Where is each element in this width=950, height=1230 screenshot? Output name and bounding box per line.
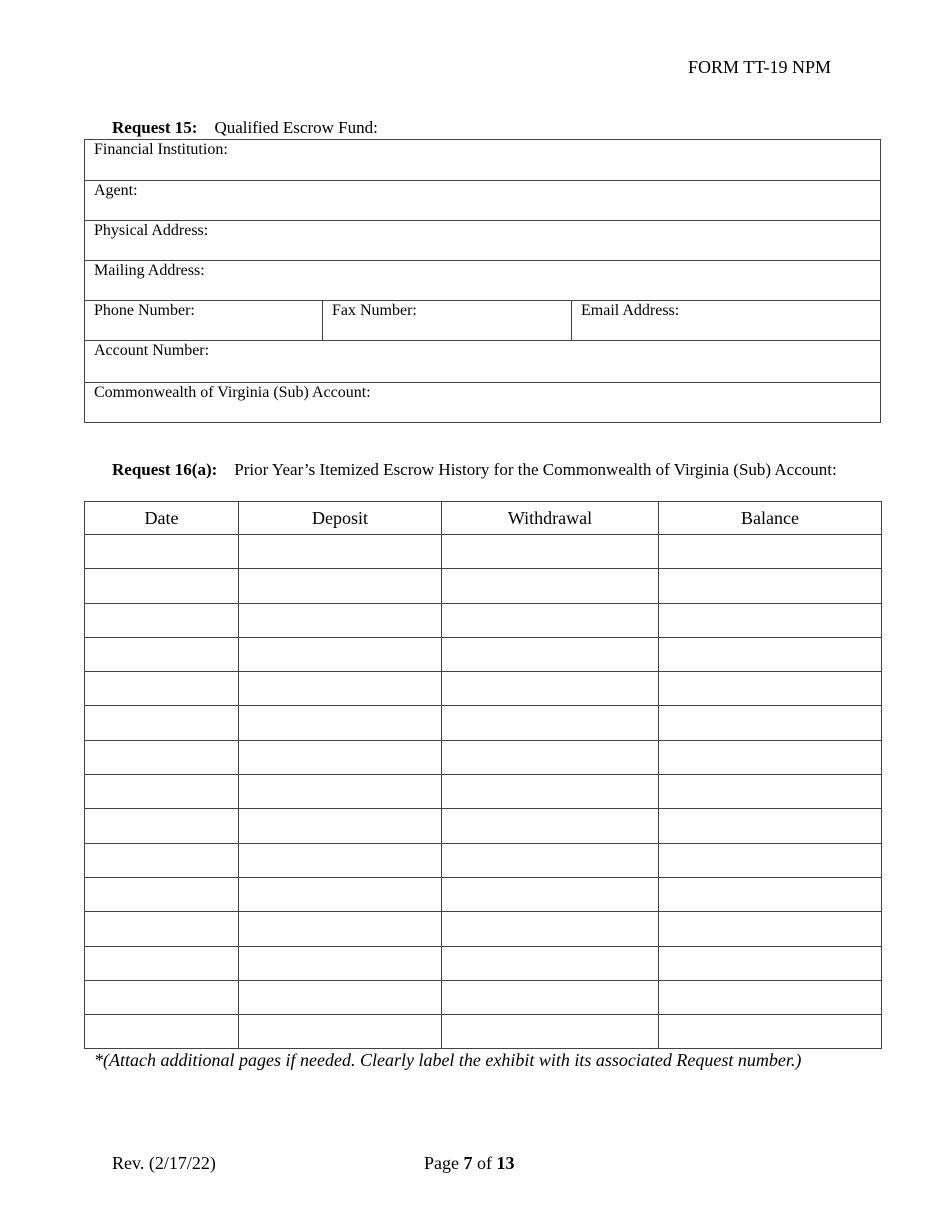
- deposit-cell[interactable]: [239, 843, 442, 877]
- deposit-cell[interactable]: [239, 603, 442, 637]
- balance-cell[interactable]: [659, 809, 882, 843]
- column-header-deposit: Deposit: [239, 502, 442, 535]
- page-number: [424, 1153, 515, 1174]
- deposit-cell[interactable]: [239, 1015, 442, 1049]
- date-cell[interactable]: [85, 912, 239, 946]
- financial-institution-field[interactable]: Financial Institution:: [94, 141, 228, 158]
- table-row: [85, 603, 882, 637]
- balance-cell[interactable]: [659, 980, 882, 1014]
- withdrawal-cell[interactable]: [442, 603, 659, 637]
- date-cell[interactable]: [85, 672, 239, 706]
- mailing-address-row[interactable]: [85, 261, 880, 301]
- revision-date: Rev. (2/17/22): [112, 1153, 216, 1173]
- escrow-history-body: [85, 535, 882, 1049]
- request-15-label: Request 15:: [112, 118, 198, 137]
- withdrawal-cell[interactable]: [442, 843, 659, 877]
- deposit-cell[interactable]: [239, 569, 442, 603]
- table-row: [85, 980, 882, 1014]
- date-cell[interactable]: [85, 603, 239, 637]
- phone-number-field[interactable]: Phone Number:: [94, 302, 195, 319]
- date-cell[interactable]: [85, 843, 239, 877]
- agent-field[interactable]: Agent:: [94, 182, 138, 199]
- balance-cell[interactable]: [659, 1015, 882, 1049]
- physical-address-row[interactable]: [85, 221, 880, 261]
- balance-cell[interactable]: [659, 637, 882, 671]
- balance-cell[interactable]: [659, 603, 882, 637]
- page-current: 7: [463, 1153, 473, 1173]
- table-row: [85, 569, 882, 603]
- table-row: [85, 672, 882, 706]
- request-16a-heading: [112, 458, 872, 481]
- form-id: FORM TT-19 NPM: [688, 57, 832, 77]
- fax-number-field[interactable]: Fax Number:: [322, 301, 571, 340]
- withdrawal-cell[interactable]: [442, 672, 659, 706]
- deposit-cell[interactable]: [239, 740, 442, 774]
- table-row: [85, 740, 882, 774]
- date-cell[interactable]: [85, 1015, 239, 1049]
- balance-cell[interactable]: [659, 946, 882, 980]
- date-cell[interactable]: [85, 775, 239, 809]
- table-row: [85, 877, 882, 911]
- deposit-cell[interactable]: [239, 775, 442, 809]
- account-number-row[interactable]: [85, 341, 880, 383]
- contact-row: [85, 301, 880, 341]
- withdrawal-cell[interactable]: [442, 946, 659, 980]
- balance-cell[interactable]: [659, 775, 882, 809]
- date-cell[interactable]: [85, 877, 239, 911]
- va-sub-account-field[interactable]: Commonwealth of Virginia (Sub) Account:: [94, 384, 371, 401]
- deposit-cell[interactable]: [239, 912, 442, 946]
- withdrawal-cell[interactable]: [442, 569, 659, 603]
- deposit-cell[interactable]: [239, 672, 442, 706]
- withdrawal-cell[interactable]: [442, 912, 659, 946]
- agent-row[interactable]: [85, 181, 880, 221]
- date-cell[interactable]: [85, 740, 239, 774]
- balance-cell[interactable]: [659, 569, 882, 603]
- physical-address-field[interactable]: Physical Address:: [94, 222, 209, 239]
- withdrawal-cell[interactable]: [442, 535, 659, 569]
- table-row: [85, 775, 882, 809]
- date-cell[interactable]: [85, 809, 239, 843]
- request-16a-title: Prior Year’s Itemized Escrow History for the Commonwealth of Virginia (Sub) Account:: [234, 460, 837, 479]
- deposit-cell[interactable]: [239, 637, 442, 671]
- deposit-cell[interactable]: [239, 946, 442, 980]
- table-header-row: [85, 502, 882, 535]
- date-cell[interactable]: [85, 637, 239, 671]
- balance-cell[interactable]: [659, 535, 882, 569]
- withdrawal-cell[interactable]: [442, 637, 659, 671]
- date-cell[interactable]: [85, 706, 239, 740]
- withdrawal-cell[interactable]: [442, 706, 659, 740]
- withdrawal-cell[interactable]: [442, 980, 659, 1014]
- date-cell[interactable]: [85, 946, 239, 980]
- page-of: of: [477, 1153, 492, 1173]
- balance-cell[interactable]: [659, 740, 882, 774]
- deposit-cell[interactable]: [239, 877, 442, 911]
- request-15-title: Qualified Escrow Fund:: [214, 118, 378, 137]
- escrow-history-table: [84, 501, 882, 1049]
- date-cell[interactable]: [85, 535, 239, 569]
- deposit-cell[interactable]: [239, 809, 442, 843]
- date-cell[interactable]: [85, 980, 239, 1014]
- table-row: [85, 843, 882, 877]
- page-prefix: Page: [424, 1153, 459, 1173]
- withdrawal-cell[interactable]: [442, 740, 659, 774]
- email-address-field[interactable]: Email Address:: [571, 301, 880, 340]
- account-number-field[interactable]: Account Number:: [94, 342, 210, 359]
- table-row: [85, 912, 882, 946]
- deposit-cell[interactable]: [239, 980, 442, 1014]
- va-sub-account-row[interactable]: [85, 383, 880, 424]
- table-row: [85, 535, 882, 569]
- table-row: [85, 1015, 882, 1049]
- table-row: [85, 706, 882, 740]
- column-header-date: Date: [85, 502, 239, 535]
- deposit-cell[interactable]: [239, 706, 442, 740]
- mailing-address-field[interactable]: Mailing Address:: [94, 262, 205, 279]
- balance-cell[interactable]: [659, 706, 882, 740]
- page-total: 13: [496, 1153, 515, 1173]
- attachment-note: *(Attach additional pages if needed. Clearly label the exhibit with its associated Request number.): [94, 1050, 802, 1070]
- balance-cell[interactable]: [659, 912, 882, 946]
- withdrawal-cell[interactable]: [442, 1015, 659, 1049]
- balance-cell[interactable]: [659, 877, 882, 911]
- request-16a-label: Request 16(a):: [112, 460, 218, 479]
- date-cell[interactable]: [85, 569, 239, 603]
- financial-institution-row[interactable]: [85, 140, 880, 181]
- column-header-withdrawal: Withdrawal: [442, 502, 659, 535]
- table-row: [85, 946, 882, 980]
- request-15-form: [84, 139, 881, 423]
- deposit-cell[interactable]: [239, 535, 442, 569]
- table-row: [85, 809, 882, 843]
- column-header-balance: Balance: [659, 502, 882, 535]
- withdrawal-cell[interactable]: [442, 775, 659, 809]
- table-row: [85, 637, 882, 671]
- balance-cell[interactable]: [659, 843, 882, 877]
- withdrawal-cell[interactable]: [442, 809, 659, 843]
- request-15-heading: [112, 118, 378, 138]
- withdrawal-cell[interactable]: [442, 877, 659, 911]
- balance-cell[interactable]: [659, 672, 882, 706]
